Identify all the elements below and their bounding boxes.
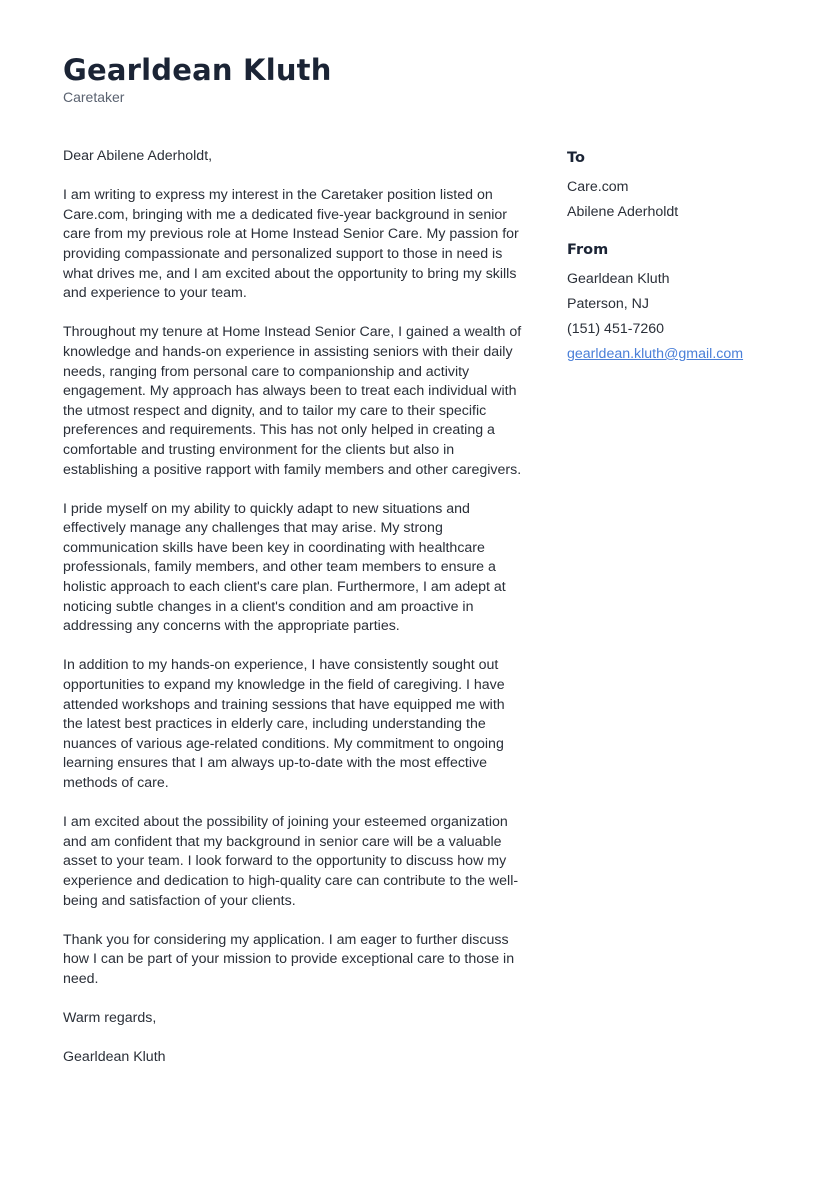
paragraph-1: I am writing to express my interest in the Caretaker position listed on Care.com, bringing with me a dedicated five-year background in senior care from my previous role at Home Instead Senior Care. My passion for providing compassionate and personalized support to those in need is what drives me, and I am excited about the opportunity to bring my skills and experience to your team. (63, 187, 519, 302)
greeting: Dear Abilene Aderholdt, (63, 148, 213, 164)
contact-sidebar (567, 147, 807, 381)
paragraph-4: In addition to my hands-on experience, I have consistently sought out opportunities to expand my knowledge in the field of caregiving. I have attended workshops and training sessions that have equipped me with the latest best practices in elderly care, including understanding the nuances of various age-related conditions. My commitment to ongoing learning ensures that I am always up-to-date with the most effective methods of care. (63, 657, 505, 791)
to-heading: To (567, 150, 585, 166)
sender-name: Gearldean Kluth (567, 271, 670, 287)
to-section (567, 147, 807, 225)
recipient-name: Abilene Aderholdt (567, 204, 679, 220)
letter-body (63, 147, 525, 1088)
sender-location: Paterson, NJ (567, 296, 650, 312)
from-section (567, 239, 807, 367)
from-heading: From (567, 242, 609, 258)
signature: Gearldean Kluth (63, 1049, 166, 1066)
paragraph-2: Throughout my tenure at Home Instead Senior Care, I gained a wealth of knowledge and hands-on experience in assisting seniors with their daily needs, ranging from personal care to companionship and activity engagement. My approach has always been to treat each individual with the utmost respect and dignity, and to tailor my care to their specific preferences and requirements. This has not only helped in creating a comfortable and trusting environment for the clients but also in establishing a positive rapport with family members and other caregivers. (63, 324, 522, 478)
paragraph-3: I pride myself on my ability to quickly adapt to new situations and effectively manage any challenges that may arise. My strong communication skills have been key in coordinating with healthcare professionals, family members, and other team members to ensure a holistic approach to each client's care plan. Furthermore, I am adept at noticing subtle changes in a client's condition and am proactive in addressing any concerns with the appropriate parties. (63, 500, 506, 635)
paragraph-6: Thank you for considering my application. I am eager to further discuss how I can be part of your mission to provide exceptional care to those in need. (63, 931, 515, 987)
sender-phone: (151) 451-7260 (567, 321, 665, 337)
sender-email-link[interactable]: gearldean.kluth@gmail.com (567, 346, 744, 362)
closing: Warm regards, (63, 1010, 157, 1027)
letter-header (63, 52, 763, 106)
recipient-company: Care.com (567, 179, 629, 195)
applicant-name: Gearldean Kluth (63, 53, 332, 87)
paragraph-5: I am excited about the possibility of joining your esteemed organization and am confident that my background in senior care will be a valuable asset to your team. I look forward to the opportunity to discuss how my experience and dedication to high-quality care can contribute to the well-being and satisfaction of your clients. (63, 814, 519, 909)
applicant-title: Caretaker (63, 89, 125, 105)
